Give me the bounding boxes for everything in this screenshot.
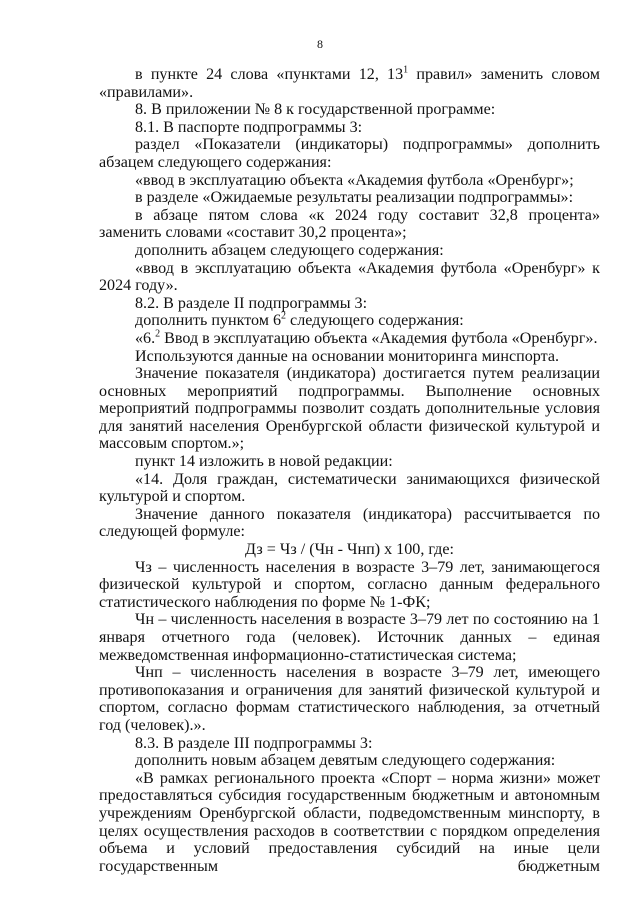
paragraph-19 [99,559,600,612]
text-run: следующего содержания: [286,312,464,330]
paragraph-11 [99,312,600,330]
paragraph-20 [99,611,600,664]
text-run: Значение показателя (индикатора) достигается путем реализации основных мероприятий подпрограммы. Выполнение основных мероприятий подпрограммы позволит создать дополнительные условия для занятий населения Оренбургской области физической культурой и массовым спортом.»; [99,365,600,453]
paragraph-14 [99,365,600,453]
paragraph-21 [99,664,600,734]
text-run: Используются данные на основании мониторинга минспорта. [135,347,560,365]
text-run: в разделе «Ожидаемые результаты реализации подпрограммы»: [135,189,574,207]
text-run: Чз – численность населения в возрасте 3–79 лет, занимающегося физической культурой и спортом, согласно данным федерального статистического наблюдения по форме № 1-ФК; [99,558,600,611]
text-run: в абзаце пятом слова «к 2024 году составит 32,8 процента» заменить словами «составит 30,2 процента»; [99,206,600,242]
document-body [99,66,600,893]
paragraph-12 [99,330,600,348]
text-run: Ввод в эксплуатацию объекта «Академия футбола «Оренбург». [160,329,598,347]
text-run: 8. В приложении № 8 к государственной программе: [135,101,496,119]
formula [99,541,600,559]
text-run: в пункте 24 слова «пунктами 12, 13 [135,66,404,83]
paragraph-17 [99,506,600,541]
superscript: 2 [281,310,287,322]
text-run: «ввод в эксплуатацию объекта «Академия футбола «Оренбург» к 2024 году». [99,259,600,295]
paragraph-24 [99,770,600,893]
text-run: «14. Доля граждан, систематически занимающихся физической культурой и спортом. [99,470,600,506]
paragraph-10 [99,295,600,313]
text-run: дополнить абзацем следующего содержания: [135,241,444,259]
text-run: Чн – численность населения в возрасте 3–79 лет по состоянию на 1 января отчетного года (человек). Источник данных – единая межведомственная информационно-статистическая система; [99,611,600,664]
paragraph-1 [99,66,600,101]
text-run: дополнить новым абзацем девятым следующего содержания: [135,752,556,770]
paragraph-3 [99,119,600,137]
superscript: 1 [403,64,409,76]
text-run: «ввод в эксплуатацию объекта «Академия футбола «Оренбург»; [135,171,574,189]
paragraph-8 [99,242,600,260]
paragraph-5 [99,172,600,190]
paragraph-6 [99,189,600,207]
paragraph-15 [99,453,600,471]
text-run: 8.2. В разделе II подпрограммы 3: [135,294,368,312]
paragraph-7 [99,207,600,242]
text-run: правил» заменить словом «правилами». [99,66,600,101]
text-run: 8.1. В паспорте подпрограммы 3: [135,118,363,136]
text-run: раздел «Показатели (индикаторы) подпрограммы» дополнить абзацем следующего содержания: [99,136,600,171]
text-run: дополнить пунктом 6 [135,312,282,330]
text-run: Значение данного показателя (индикатора) рассчитывается по следующей формуле: [99,505,600,541]
paragraph-13 [99,348,600,366]
text-run: 8.3. В разделе III подпрограммы 3: [135,734,373,752]
superscript: 2 [155,328,161,340]
text-run: Дз = Чз / (Чн - Чнп) х 100, где: [245,541,454,559]
paragraph-16 [99,471,600,506]
paragraph-22 [99,735,600,753]
text-run: «6. [135,329,156,347]
paragraph-9 [99,260,600,295]
paragraph-4 [99,136,600,171]
page-number: 8 [317,37,323,51]
text-run: пункт 14 изложить в новой редакции: [135,453,393,471]
paragraph-23 [99,752,600,770]
text-run: Чнп – численность населения в возрасте 3–79 лет, имеющего противопоказания и ограничения для занятий физической культурой и спортом, согласно формам статистического наблюдения, за отчетный год (человек).». [99,664,600,734]
paragraph-2 [99,101,600,119]
text-run: «В рамках регионального проекта «Спорт – норма жизни» может предоставляться субсидия государственным бюджетным и автономным учреждениям Оренбургской области, подведомственным минспорту, в целях осуществления расходов в соответствии с порядком определения объема и условий предоставления субсидий на иные цели государственным бюджетным [99,769,600,875]
